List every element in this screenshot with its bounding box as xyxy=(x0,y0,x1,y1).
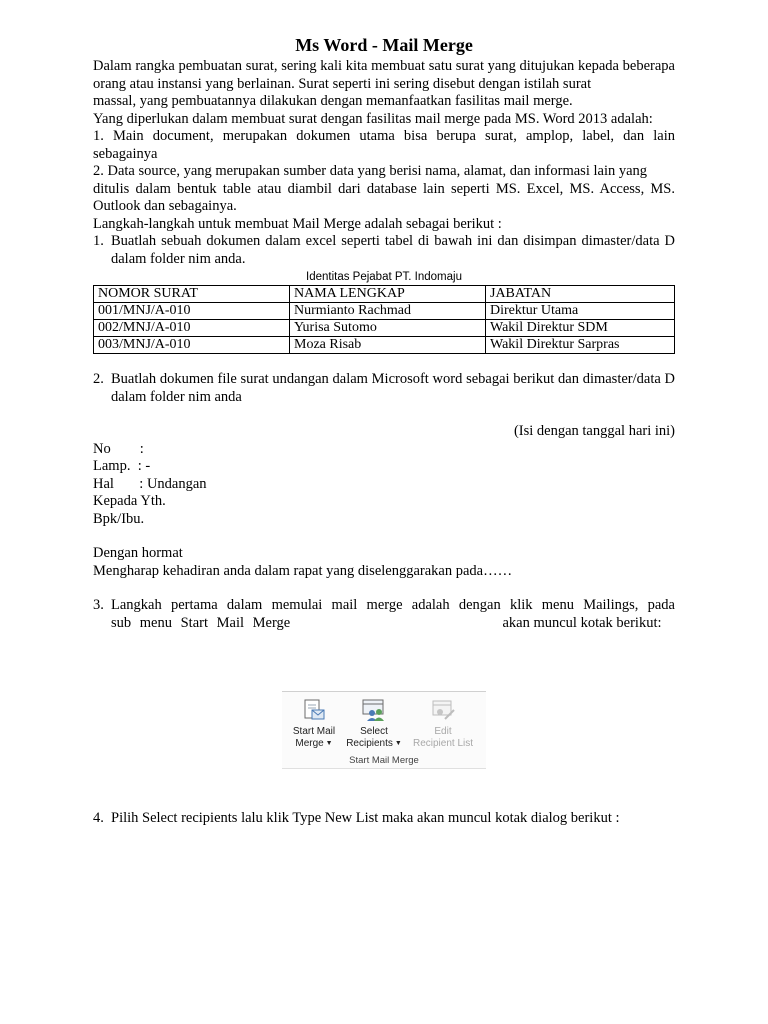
page-title: Ms Word - Mail Merge xyxy=(295,35,473,55)
table-cell: 003/MNJ/A-010 xyxy=(94,337,290,354)
edit-recipient-list-label-2: Recipient List xyxy=(412,738,474,749)
letter-hal: Hal : Undangan xyxy=(93,475,207,492)
table-cell: 002/MNJ/A-010 xyxy=(94,320,290,337)
select-recipients-icon xyxy=(361,698,387,722)
intro-paragraph-3: 1. Main document, merupakan dokumen utama bisa berupa surat, amplop, label, dan lain sebagainya xyxy=(93,128,675,162)
step-1-number: 1. xyxy=(93,233,104,249)
table-header-cell: JABATAN xyxy=(486,286,675,303)
step-3-text-tail: akan muncul kotak berikut: xyxy=(502,614,662,631)
select-recipients-button[interactable] xyxy=(342,698,406,750)
start-mail-merge-label-1: Start Mail xyxy=(292,726,336,737)
step-2 xyxy=(93,371,675,406)
table-header-cell: NAMA LENGKAP xyxy=(290,286,486,303)
letter-kepada: Kepada Yth. xyxy=(93,493,166,509)
intro-paragraph-4b: ditulis dalam bentuk table atau diambil dari database lain seperti MS. Excel, MS. Access, MS. Outlook dan sebagainya. xyxy=(93,180,675,214)
step-1-text: Buatlah sebuah dokumen dalam excel seperti tabel di bawah ini dan disimpan dimaster/data D dalam folder nim anda. xyxy=(111,233,675,267)
select-recipients-label-1: Select xyxy=(360,726,388,737)
table-cell: Moza Risab xyxy=(290,337,486,354)
step-2-text: Buatlah dokumen file surat undangan dalam Microsoft word sebagai berikut dan dimaster/data D dalam folder nim anda xyxy=(111,371,675,405)
table-row xyxy=(94,337,675,354)
intro-paragraph-2: Yang diperlukan dalam membuat surat dengan fasilitas mail merge pada MS. Word 2013 adalah: xyxy=(93,110,653,127)
start-mail-merge-label-2: Merge xyxy=(295,738,324,749)
table-cell: Wakil Direktur SDM xyxy=(486,320,675,337)
table-header-cell: NOMOR SURAT xyxy=(94,286,290,303)
step-4-container xyxy=(93,810,675,828)
edit-recipient-list-icon xyxy=(430,698,456,722)
start-mail-merge-button[interactable] xyxy=(288,698,340,750)
edit-recipient-list-button[interactable] xyxy=(408,698,478,750)
letter-greeting: Dengan hormat xyxy=(93,545,183,561)
step-4-number: 4. xyxy=(93,810,104,826)
step-3 xyxy=(93,597,675,632)
edit-recipient-list-label-1: Edit xyxy=(434,726,452,737)
start-mail-merge-label-2-wrap xyxy=(288,738,340,750)
table-cell: 001/MNJ/A-010 xyxy=(94,303,290,320)
letter-date-note: (Isi dengan tanggal hari ini) xyxy=(513,423,675,439)
intro-paragraph-4a: 2. Data source, yang merupakan sumber data yang berisi nama, alamat, dan informasi lain yang xyxy=(93,163,648,179)
table-row xyxy=(94,303,675,320)
table-cell: Wakil Direktur Sarpras xyxy=(486,337,675,354)
intro-paragraph-1b: massal, yang pembuatannya dilakukan dengan memanfaatkan fasilitas mail merge. xyxy=(93,93,573,109)
step-4-text: Pilih Select recipients lalu klik Type New List maka akan muncul kotak dialog berikut : xyxy=(111,810,620,826)
intro-paragraph-5: Langkah-langkah untuk membuat Mail Merge adalah sebagai berikut : xyxy=(93,215,502,232)
table-caption: Identitas Pejabat PT. Indomaju xyxy=(306,271,462,283)
letter-lamp: Lamp. : - xyxy=(93,458,151,474)
intro-paragraph-1a: Dalam rangka pembuatan surat, sering kali kita membuat satu surat yang ditujukan kepada beberapa orang atau instansi yang berlainan. Surat seperti ini sering disebut dengan istilah surat xyxy=(93,58,675,92)
select-recipients-label-2: Recipients xyxy=(346,738,393,749)
select-recipients-label-2-wrap xyxy=(342,738,406,750)
step-3-text: Langkah pertama dalam memulai mail merge adalah dengan klik menu Mailings, pada sub menu Start Mail Merge xyxy=(111,597,675,631)
start-mail-merge-ribbon-group xyxy=(282,691,486,769)
table-cell: Nurmianto Rachmad xyxy=(290,303,486,320)
chevron-down-icon: ▼ xyxy=(392,740,402,747)
step-4 xyxy=(93,810,675,828)
ribbon-group-label: Start Mail Merge xyxy=(349,755,419,766)
step-3-text-wrap xyxy=(111,597,675,632)
step-3-number: 3. xyxy=(93,597,104,613)
mail-merge-document-icon xyxy=(301,698,327,722)
step-2-number: 2. xyxy=(93,371,104,387)
table-row xyxy=(94,320,675,337)
table-header-row xyxy=(94,286,675,303)
step-1 xyxy=(93,233,675,268)
letter-recipient: Bpk/Ibu. xyxy=(93,510,145,527)
table-cell: Yurisa Sutomo xyxy=(290,320,486,337)
letter-body: Mengharap kehadiran anda dalam rapat yang diselenggarakan pada…… xyxy=(93,562,513,579)
chevron-down-icon: ▼ xyxy=(323,740,333,747)
table-cell: Direktur Utama xyxy=(486,303,675,320)
officials-table xyxy=(93,285,675,354)
letter-no: No : xyxy=(93,440,144,457)
document-page xyxy=(93,34,675,632)
